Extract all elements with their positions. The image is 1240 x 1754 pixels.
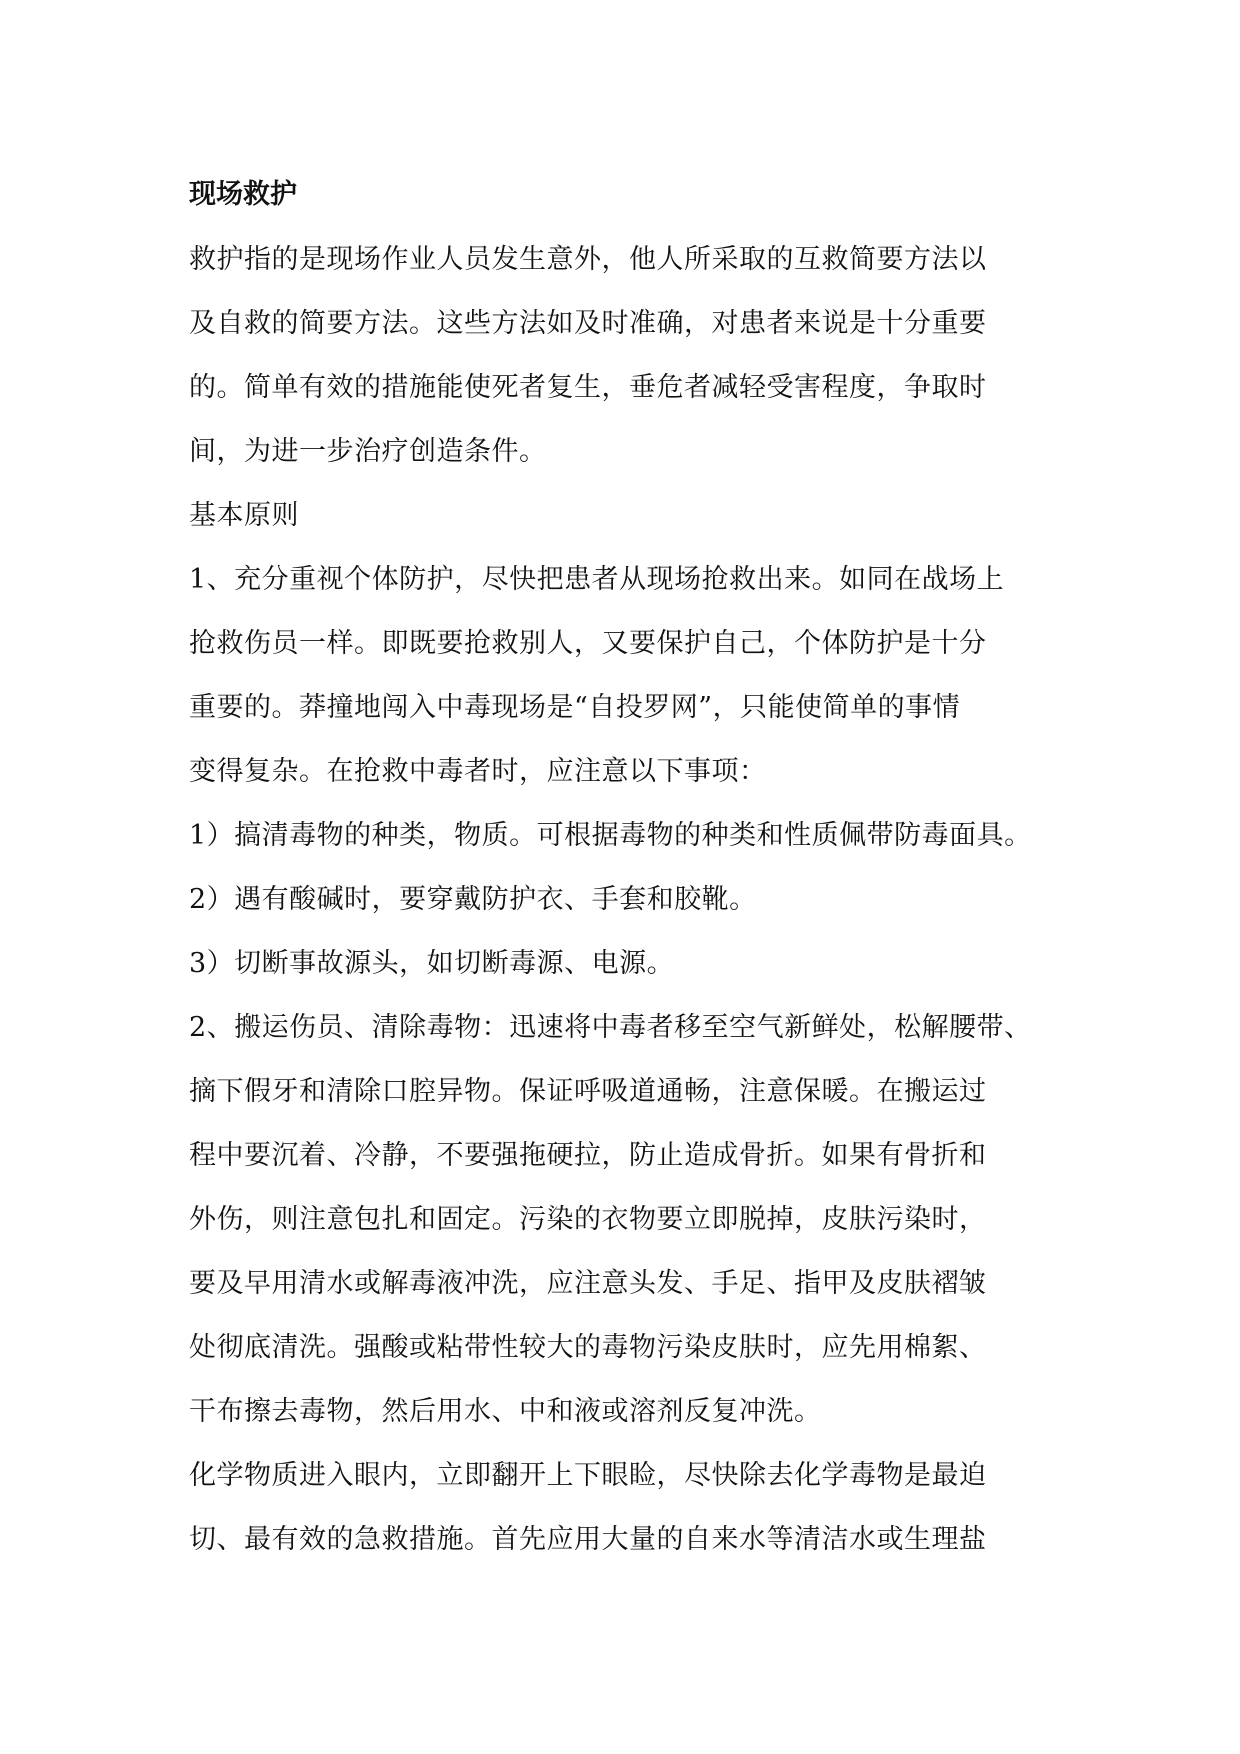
text-line: 1、充分重视个体防护，尽快把患者从现场抢救出来。如同在战场上 <box>189 564 1005 595</box>
text-line: 2）遇有酸碱时，要穿戴防护衣、手套和胶靴。 <box>189 884 757 915</box>
paragraph-intro <box>189 228 1069 484</box>
paragraph-principle-1 <box>189 548 1069 804</box>
text-line: 处彻底清洗。强酸或粘带性较大的毒物污染皮肤时，应先用棉絮、 <box>189 1332 987 1363</box>
paragraph-principle-2 <box>189 996 1069 1444</box>
document-title: 现场救护 <box>189 179 297 210</box>
text-line: 抢救伤员一样。即既要抢救别人，又要保护自己，个体防护是十分 <box>189 628 987 659</box>
text-line: 变得复杂。在抢救中毒者时，应注意以下事项： <box>189 756 767 787</box>
list-item-1 <box>189 804 1069 868</box>
text-line: 2、搬运伤员、清除毒物：迅速将中毒者移至空气新鲜处，松解腰带、 <box>189 1012 1032 1043</box>
text-line: 程中要沉着、冷静，不要强拖硬拉，防止造成骨折。如果有骨折和 <box>189 1140 987 1171</box>
text-line: 摘下假牙和清除口腔异物。保证呼吸道通畅，注意保暖。在搬运过 <box>189 1076 987 1107</box>
text-line: 化学物质进入眼内，立即翻开上下眼睑，尽快除去化学毒物是最迫 <box>189 1460 987 1491</box>
text-line: 救护指的是现场作业人员发生意外，他人所采取的互救简要方法以 <box>189 244 987 275</box>
text-line: 及自救的简要方法。这些方法如及时准确，对患者来说是十分重要 <box>189 308 987 339</box>
paragraph-eye-contamination <box>189 1444 1069 1572</box>
text-line: 基本原则 <box>189 500 299 531</box>
text-line: 切、最有效的急救措施。首先应用大量的自来水等清洁水或生理盐 <box>189 1524 987 1555</box>
document-body <box>189 168 1069 1572</box>
section-heading-basic-principles <box>189 484 1069 548</box>
text-line: 间，为进一步治疗创造条件。 <box>189 436 547 467</box>
text-line: 要及早用清水或解毒液冲洗，应注意头发、手足、指甲及皮肤褶皱 <box>189 1268 987 1299</box>
list-item-2 <box>189 868 1069 932</box>
text-line: 重要的。莽撞地闯入中毒现场是“自投罗网”，只能使简单的事情 <box>189 692 961 723</box>
text-line: 的。简单有效的措施能使死者复生，垂危者减轻受害程度，争取时 <box>189 372 987 403</box>
text-line: 1）搞清毒物的种类，物质。可根据毒物的种类和性质佩带防毒面具。 <box>189 820 1032 851</box>
text-line: 干布擦去毒物，然后用水、中和液或溶剂反复冲洗。 <box>189 1396 822 1427</box>
text-line: 3）切断事故源头，如切断毒源、电源。 <box>189 948 675 979</box>
text-line: 外伤，则注意包扎和固定。污染的衣物要立即脱掉，皮肤污染时， <box>189 1204 987 1235</box>
list-item-3 <box>189 932 1069 996</box>
